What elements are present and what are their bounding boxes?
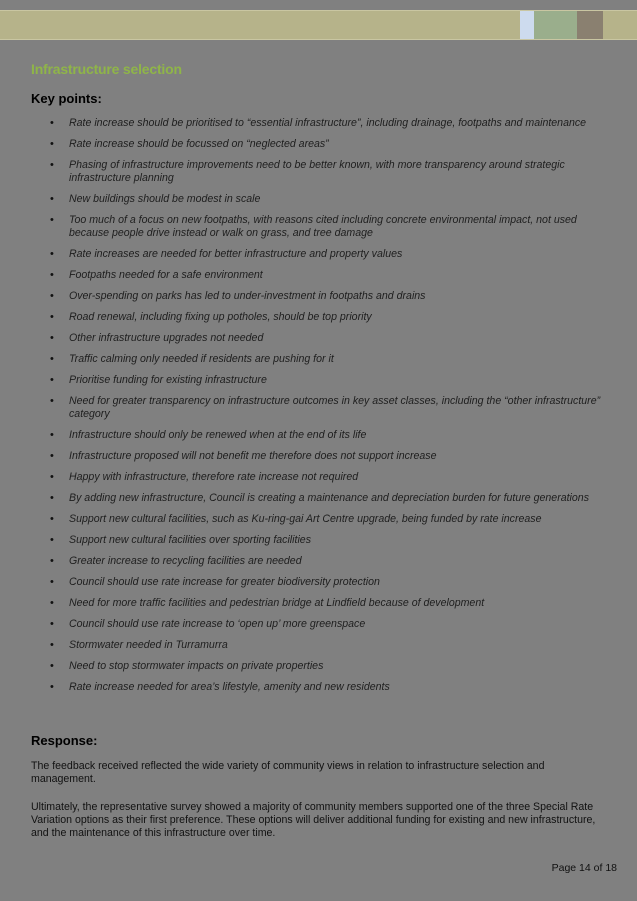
bullet-icon: • (50, 681, 54, 693)
bullet-icon: • (50, 117, 54, 129)
bullet-icon: • (50, 576, 54, 588)
banner-blue-block (520, 11, 534, 39)
bullet-icon: • (50, 193, 54, 205)
bullet-icon: • (50, 290, 54, 302)
list-item: • Stormwater needed in Turramurra (50, 639, 228, 651)
bullet-icon: • (50, 555, 54, 567)
bullet-icon: • (50, 471, 54, 483)
list-item: • Support new cultural facilities, such as Ku-ring-gai Art Centre upgrade, being funded by rate increase (50, 513, 542, 525)
bullet-icon: • (50, 513, 54, 525)
list-item: • Need for greater transparency on infrastructure outcomes in key asset classes, including the “other infrastructure” category (50, 395, 601, 420)
bullet-icon: • (50, 138, 54, 150)
list-item: • Prioritise funding for existing infrastructure (50, 374, 267, 386)
bullet-icon: • (50, 660, 54, 672)
bullet-icon: • (50, 214, 54, 226)
bullet-icon: • (50, 159, 54, 171)
bullet-icon: • (50, 269, 54, 281)
bullet-icon: • (50, 492, 54, 504)
bullet-icon: • (50, 429, 54, 441)
bullet-icon: • (50, 450, 54, 462)
list-item: • Happy with infrastructure, therefore rate increase not required (50, 471, 359, 483)
key-points-heading: Key points: (31, 91, 102, 106)
response-heading: Response: (31, 733, 98, 748)
key-points-list (0, 117, 637, 702)
bullet-icon: • (50, 353, 54, 365)
banner-green-block (534, 11, 577, 39)
bullet-icon: • (50, 395, 54, 407)
list-item: • Rate increase needed for area’s lifestyle, amenity and new residents (50, 681, 390, 693)
bullet-icon: • (50, 311, 54, 323)
list-item: • Other infrastructure upgrades not needed (50, 332, 264, 344)
bullet-icon: • (50, 597, 54, 609)
section-title: Infrastructure selection (31, 61, 182, 77)
list-item: • By adding new infrastructure, Council is creating a maintenance and depreciation burden for future generations (50, 492, 589, 504)
page-number: Page 14 of 18 (551, 862, 617, 874)
list-item: • Rate increase should be focussed on “neglected areas” (50, 138, 329, 150)
banner-brown-block (577, 11, 603, 39)
list-item: • Too much of a focus on new footpaths, with reasons cited including concrete environmental impact, not used because people drive instead or walk on grass, and tree damage (50, 214, 577, 239)
bullet-icon: • (50, 248, 54, 260)
bullet-icon: • (50, 534, 54, 546)
bullet-icon: • (50, 374, 54, 386)
response-paragraph-2: Ultimately, the representative survey showed a majority of community members supported one of the three Special Rate Variation options as their first preference. These options will deliver additional funding for existing and new infrastructure, and the maintenance of this infrastructure over time. (31, 801, 596, 839)
list-item: • Support new cultural facilities over sporting facilities (50, 534, 312, 546)
list-item: • Road renewal, including fixing up potholes, should be top priority (50, 311, 372, 323)
list-item: • Infrastructure proposed will not benefit me therefore does not support increase (50, 450, 437, 462)
header-banner (0, 10, 637, 40)
list-item: • Council should use rate increase for greater biodiversity protection (50, 576, 380, 588)
list-item: • Need to stop stormwater impacts on private properties (50, 660, 324, 672)
list-item: • Traffic calming only needed if residents are pushing for it (50, 353, 334, 365)
bullet-icon: • (50, 639, 54, 651)
list-item: • Footpaths needed for a safe environment (50, 269, 263, 281)
list-item: • Council should use rate increase to ‘open up’ more greenspace (50, 618, 366, 630)
list-item: • Need for more traffic facilities and pedestrian bridge at Lindfield because of development (50, 597, 485, 609)
list-item: • Rate increases are needed for better infrastructure and property values (50, 248, 403, 260)
response-paragraph-1: The feedback received reflected the wide variety of community views in relation to infrastructure selection and management. (31, 760, 545, 785)
list-item: • Rate increase should be prioritised to “essential infrastructure”, including drainage, footpaths and maintenance (50, 117, 587, 129)
list-item: • Over-spending on parks has led to under-investment in footpaths and drains (50, 290, 426, 302)
list-item: • Phasing of infrastructure improvements need to be better known, with more transparency around strategic infrastructure planning (50, 159, 565, 184)
bullet-icon: • (50, 332, 54, 344)
list-item: • Greater increase to recycling facilities are needed (50, 555, 302, 567)
bullet-icon: • (50, 618, 54, 630)
list-item: • Infrastructure should only be renewed when at the end of its life (50, 429, 367, 441)
list-item: • New buildings should be modest in scale (50, 193, 261, 205)
